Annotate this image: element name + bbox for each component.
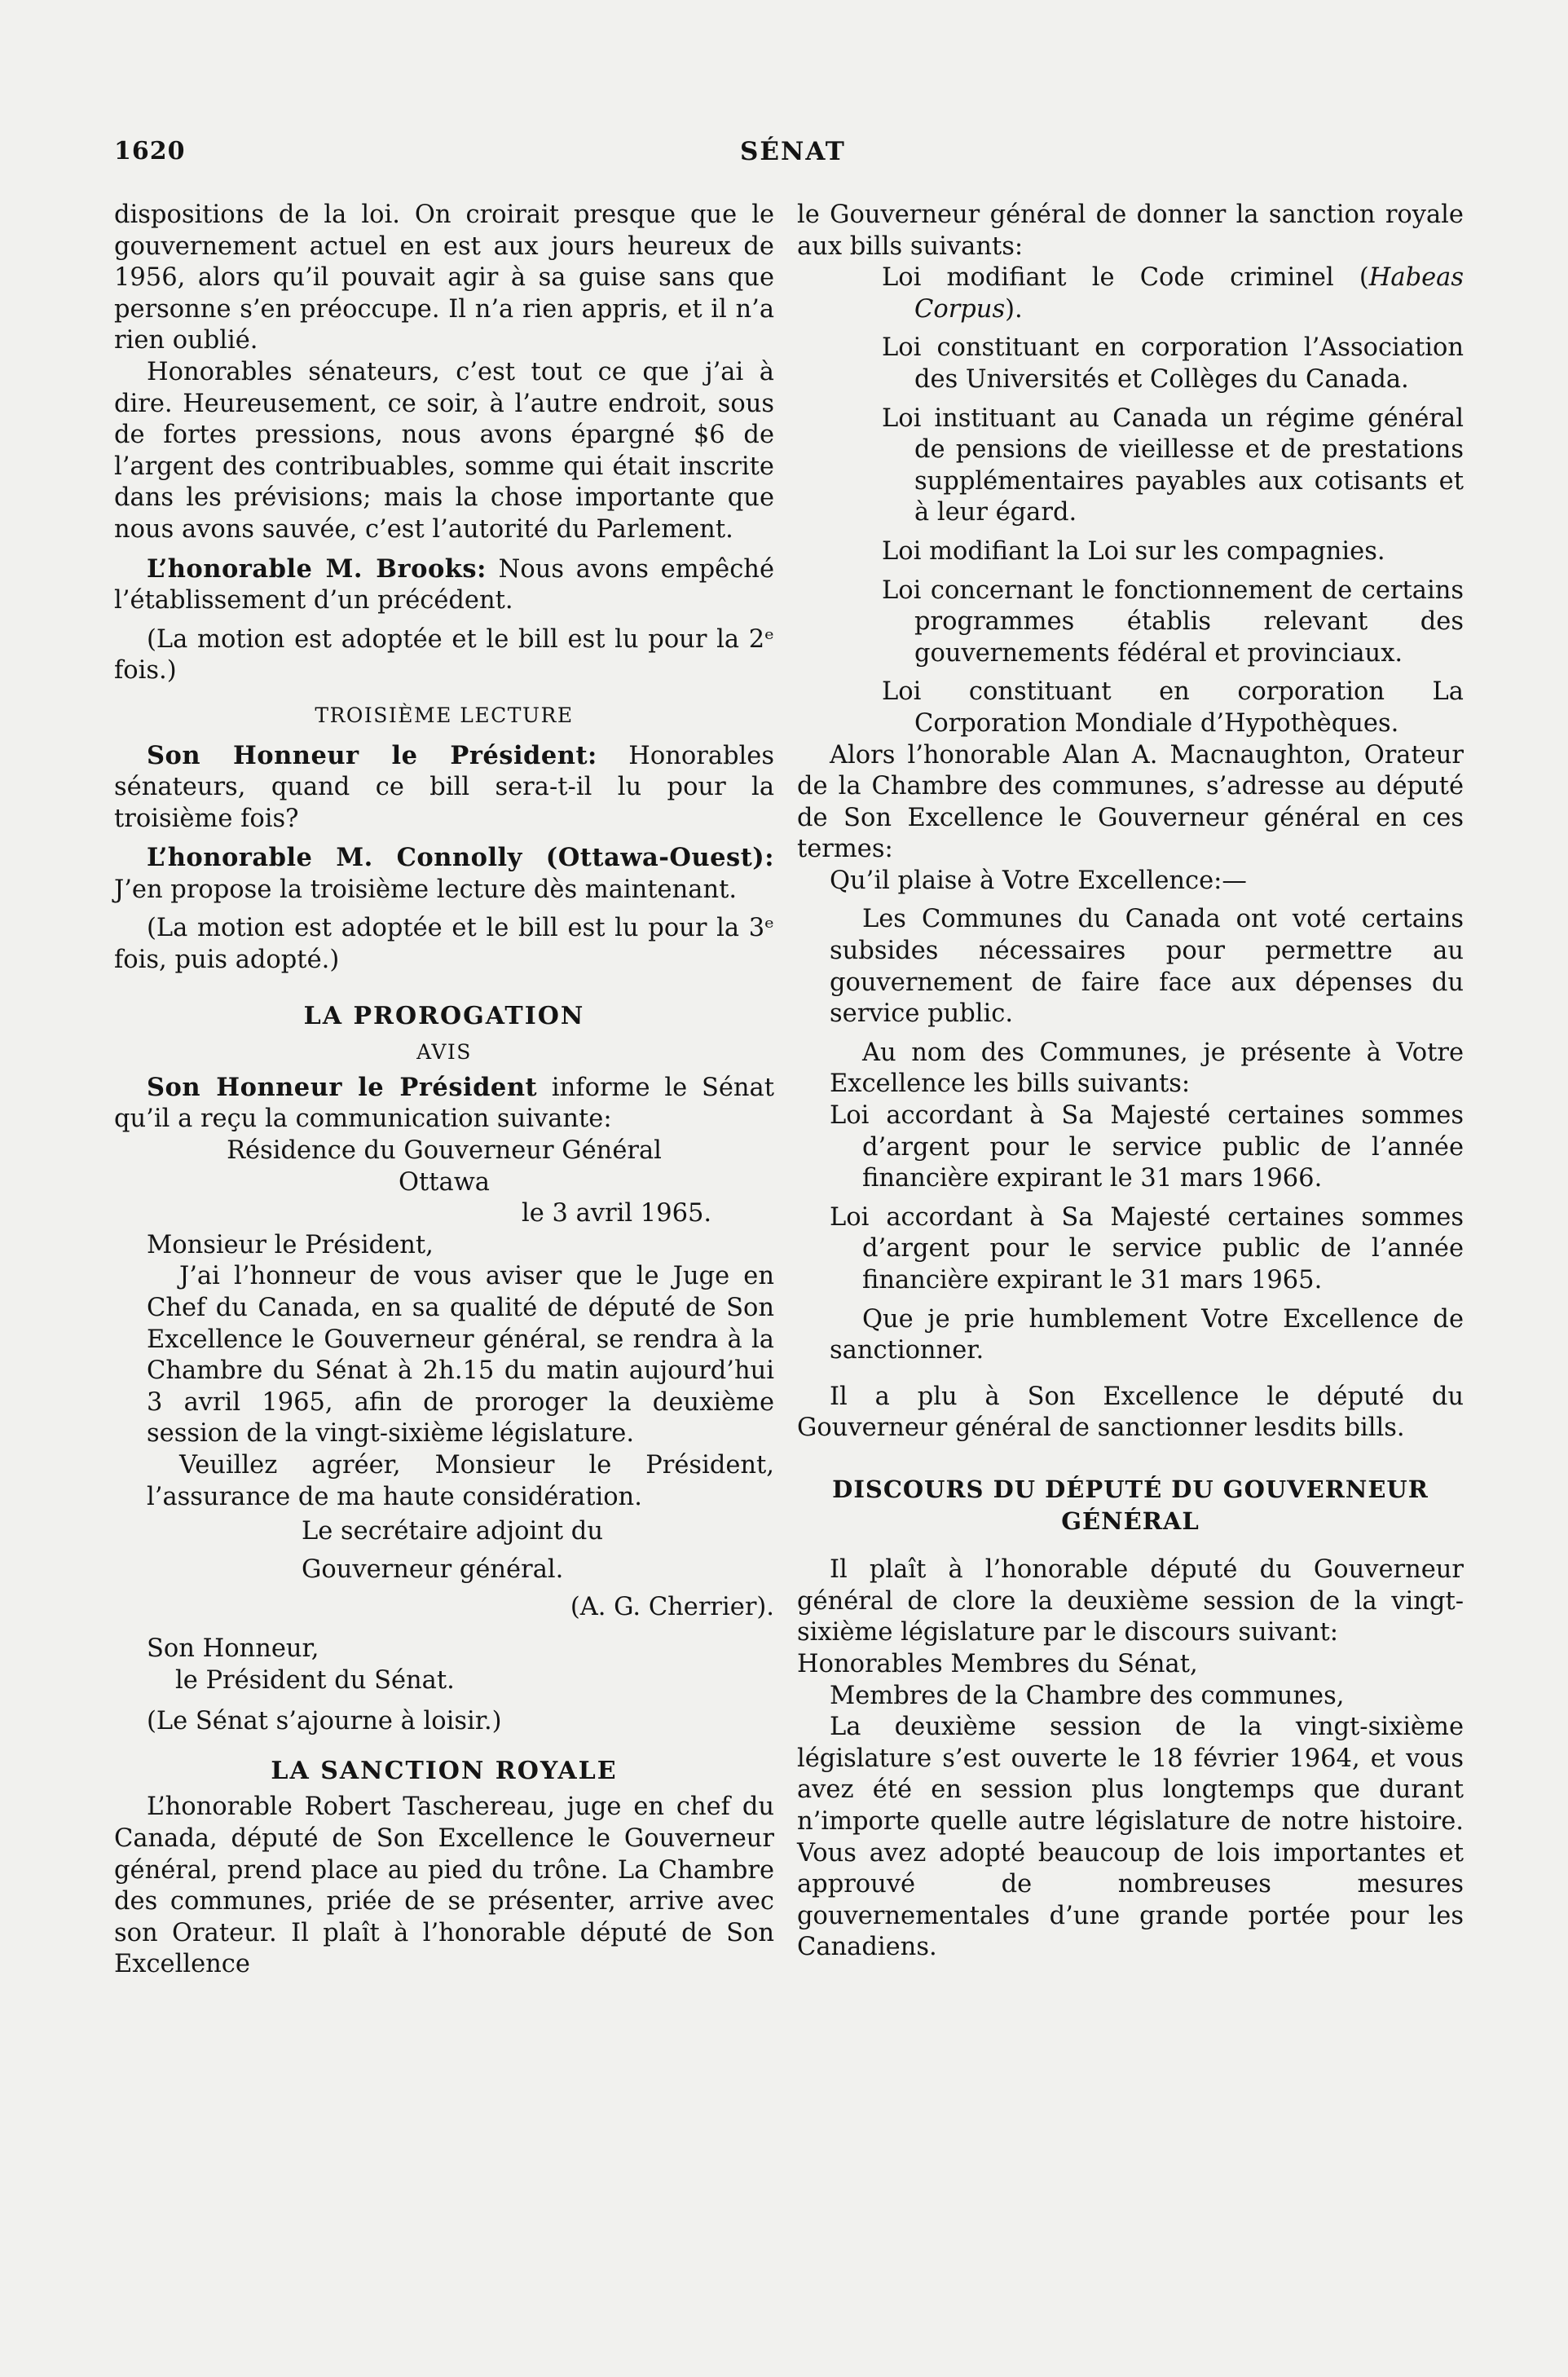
paragraph: Son Honneur le Président: Honorables sénateurs, quand ce bill sera-t-il lu pour la troisième fois? xyxy=(114,740,774,833)
bill-title: Loi modifiant le Code criminel (Habeas Corpus). xyxy=(882,263,1464,324)
paragraph: L’honorable M. Brooks: Nous avons empêché l’établissement d’un précédent. xyxy=(114,553,774,615)
section-heading: DISCOURS DU DÉPUTÉ DU GOUVERNEUR GÉNÉRAL xyxy=(832,1475,1429,1535)
paragraph: Il plaît à l’honorable député du Gouverneur général de clore la deuxième session de la vingt-sixième législature par le discours suivant: xyxy=(797,1555,1464,1647)
section-subheading: TROISIÈME LECTURE xyxy=(315,703,574,727)
paragraph: (La motion est adoptée et le bill est lu pour la 3ᵉ fois, puis adopté.) xyxy=(114,914,774,975)
paragraph: (La motion est adoptée et le bill est lu pour la 2ᵉ fois.) xyxy=(114,624,774,686)
page-number: 1620 xyxy=(114,137,186,165)
letter-addressee-title: le Président du Sénat. xyxy=(175,1665,455,1695)
address-line: Honorables Membres du Sénat, xyxy=(797,1649,1198,1678)
bill-title: Loi concernant le fonctionnement de certains programmes établis relevant des gouvernements fédéral et provinciaux. xyxy=(882,576,1464,668)
bill-title: Loi constituant en corporation l’Association des Universités et Collèges du Canada. xyxy=(882,333,1464,394)
speaker-name: L’honorable M. Brooks: xyxy=(147,553,487,584)
letter-addressee: Son Honneur, xyxy=(147,1634,319,1663)
paragraph: dispositions de la loi. On croirait presque que le gouvernement actuel en est aux jours heureux de 1956, alors qu’il pouvait agir à sa guise sans que personne s’en préoccupe. Il n’a rien appris, et il n’a rien oublié. xyxy=(114,201,774,355)
letter-signatory: (A. G. Cherrier). xyxy=(570,1593,774,1622)
section-heading: LA PROROGATION xyxy=(303,1001,585,1030)
paragraph: L’honorable M. Connolly (Ottawa-Ouest): J’en propose la troisième lecture dès maintenant. xyxy=(114,843,774,904)
speaker-name: L’honorable M. Connolly (Ottawa-Ouest): xyxy=(147,843,774,873)
left-column xyxy=(114,200,774,1981)
paragraph: le Gouverneur général de donner la sanction royale aux bills suivants: xyxy=(797,201,1464,261)
paragraph: Il a plu à Son Excellence le député du Gouverneur général de sanctionner lesdits bills. xyxy=(797,1382,1464,1443)
bill-title: Loi accordant à Sa Majesté certaines sommes d’argent pour le service public de l’année financière expirant le 31 mars 1965. xyxy=(830,1202,1464,1294)
bill-title: Loi constituant en corporation La Corporation Mondiale d’Hypothèques. xyxy=(882,677,1464,738)
speaker-name: Son Honneur le Président: xyxy=(147,740,597,770)
letter-salutation: Monsieur le Président, xyxy=(147,1230,434,1259)
paragraph: Son Honneur le Président informe le Sénat qu’il a reçu la communication suivante: xyxy=(114,1072,774,1134)
letter-city: Ottawa xyxy=(399,1167,490,1197)
address-line: Membres de la Chambre des communes, xyxy=(830,1681,1345,1710)
speaker-name: Son Honneur le Président xyxy=(147,1072,538,1102)
paragraph: La deuxième session de la vingt-sixième législature s’est ouverte le 18 février 1964, et vous avez été en session plus longtemps que durant n’importe quelle autre législature de notre histoire. Vous avez adopté beaucoup de lois importantes et approuvé de nombreuses mesures gouvernementales d’une grande portée pour les Canadiens. xyxy=(797,1713,1464,1962)
right-column xyxy=(797,200,1464,1964)
paragraph: Alors l’honorable Alan A. Macnaughton, Orateur de la Chambre des communes, s’adresse au député de Son Excellence le Gouverneur général en ces termes: xyxy=(797,740,1464,864)
bill-title: Loi modifiant la Loi sur les compagnies. xyxy=(882,536,1385,566)
letter-signature-office: Gouverneur général. xyxy=(302,1555,564,1584)
paragraph: Qu’il plaise à Votre Excellence:— xyxy=(830,866,1247,895)
letter-closing: Veuillez agréer, Monsieur le Président, l’assurance de ma haute considération. xyxy=(147,1450,774,1511)
paragraph: (Le Sénat s’ajourne à loisir.) xyxy=(147,1707,502,1736)
letter-body: J’ai l’honneur de vous aviser que le Juge en Chef du Canada, en sa qualité de député de Son Excellence le Gouverneur général, se rendra à la Chambre du Sénat à 2h.15 du matin aujourd’hui 3 avril 1965, afin de proroger la deuxième session de la vingt-sixième législature. xyxy=(147,1262,774,1449)
bill-title: Loi accordant à Sa Majesté certaines sommes d’argent pour le service public de l’année financière expirant le 31 mars 1966. xyxy=(830,1101,1464,1193)
bill-title: Loi instituant au Canada un régime général de pensions de vieillesse et de prestations supplémentaires payables aux cotisants et à leur égard. xyxy=(882,404,1464,527)
section-heading: LA SANCTION ROYALE xyxy=(271,1756,618,1785)
letter-signature-title: Le secrétaire adjoint du xyxy=(302,1517,603,1546)
letter-residence: Résidence du Gouverneur Général xyxy=(227,1136,662,1166)
section-subheading: AVIS xyxy=(416,1040,472,1065)
paragraph: Les Communes du Canada ont voté certains subsides nécessaires pour permettre au gouvernement de faire face aux dépenses du service public. xyxy=(830,905,1464,1029)
paragraph: Honorables sénateurs, c’est tout ce que j’ai à dire. Heureusement, ce soir, à l’autre endroit, sous de fortes pressions, nous avons épargné $6 de l’argent des contribuables, somme qui était inscrite dans les prévisions; mais la chose importante que nous avons sauvée, c’est l’autorité du Parlement. xyxy=(114,357,774,544)
letter-date: le 3 avril 1965. xyxy=(522,1199,712,1228)
paragraph: Au nom des Communes, je présente à Votre Excellence les bills suivants: xyxy=(830,1038,1464,1099)
paragraph: Que je prie humblement Votre Excellence de sanctionner. xyxy=(830,1304,1464,1365)
paragraph: L’honorable Robert Taschereau, juge en chef du Canada, député de Son Excellence le Gouverneur général, prend place au pied du trône. La Chambre des communes, priée de se présenter, arrive avec son Orateur. Il plaît à l’honorable député de Son Excellence xyxy=(114,1793,774,1979)
running-head: SÉNAT xyxy=(740,137,846,166)
